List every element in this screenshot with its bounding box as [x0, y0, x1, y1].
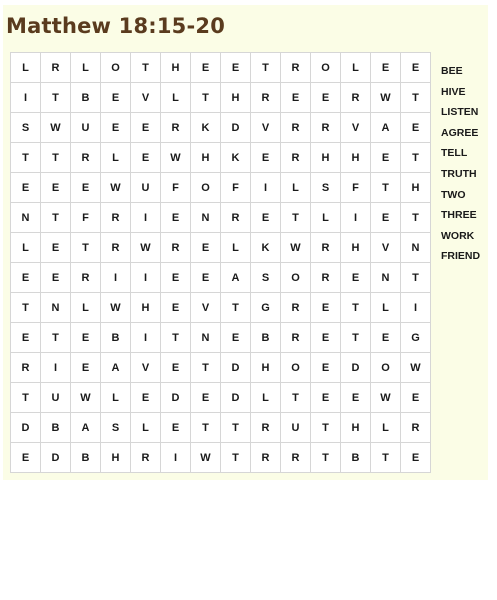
grid-cell[interactable]: E	[71, 353, 101, 383]
grid-cell[interactable]: N	[371, 263, 401, 293]
grid-cell[interactable]: A	[221, 263, 251, 293]
letter-grid	[10, 52, 431, 473]
grid-cell[interactable]: R	[71, 143, 101, 173]
word-list-item: AGREE	[441, 126, 479, 139]
grid-cell[interactable]: D	[221, 113, 251, 143]
word-list	[441, 61, 480, 267]
grid-cell[interactable]: F	[71, 203, 101, 233]
grid-cell[interactable]: F	[161, 173, 191, 203]
grid-cell[interactable]: A	[71, 413, 101, 443]
grid-cell[interactable]: N	[401, 233, 431, 263]
grid-cell[interactable]: B	[341, 443, 371, 473]
grid-cell[interactable]: G	[401, 323, 431, 353]
grid-cell[interactable]: H	[251, 353, 281, 383]
grid-cell[interactable]: D	[341, 353, 371, 383]
grid-cell[interactable]: T	[191, 413, 221, 443]
grid-cell[interactable]: V	[131, 83, 161, 113]
grid-cell[interactable]: L	[71, 53, 101, 83]
grid-cell[interactable]: E	[101, 113, 131, 143]
grid-cell[interactable]: I	[131, 263, 161, 293]
grid-cell[interactable]: T	[371, 443, 401, 473]
grid-row	[11, 203, 431, 233]
grid-cell[interactable]: B	[71, 83, 101, 113]
grid-cell[interactable]: E	[11, 173, 41, 203]
grid-cell[interactable]: F	[341, 173, 371, 203]
grid-cell[interactable]: E	[41, 233, 71, 263]
grid-cell[interactable]: R	[161, 233, 191, 263]
grid-cell[interactable]: R	[101, 203, 131, 233]
grid-cell[interactable]: B	[41, 413, 71, 443]
grid-cell[interactable]: W	[161, 143, 191, 173]
grid-cell[interactable]: H	[161, 53, 191, 83]
grid-cell[interactable]: E	[11, 323, 41, 353]
grid-row	[11, 173, 431, 203]
grid-cell[interactable]: U	[41, 383, 71, 413]
grid-cell[interactable]: T	[41, 83, 71, 113]
grid-cell[interactable]: K	[251, 233, 281, 263]
grid-cell[interactable]: D	[221, 353, 251, 383]
grid-cell[interactable]: E	[341, 383, 371, 413]
word-list-item: WORK	[441, 229, 475, 242]
grid-cell[interactable]: R	[71, 263, 101, 293]
grid-cell[interactable]: L	[131, 413, 161, 443]
grid-cell[interactable]: T	[41, 143, 71, 173]
grid-cell[interactable]: R	[311, 233, 341, 263]
grid-cell[interactable]: V	[251, 113, 281, 143]
grid-cell[interactable]: W	[371, 383, 401, 413]
grid-cell[interactable]: E	[131, 113, 161, 143]
grid-cell[interactable]: T	[311, 443, 341, 473]
grid-cell[interactable]: R	[281, 53, 311, 83]
grid-cell[interactable]: T	[161, 323, 191, 353]
grid-cell[interactable]: K	[191, 113, 221, 143]
grid-cell[interactable]: T	[221, 413, 251, 443]
grid-cell[interactable]: O	[371, 353, 401, 383]
grid-cell[interactable]: T	[11, 383, 41, 413]
grid-cell[interactable]: R	[251, 443, 281, 473]
grid-cell[interactable]: T	[401, 143, 431, 173]
grid-cell[interactable]: R	[281, 323, 311, 353]
grid-cell[interactable]: E	[371, 53, 401, 83]
grid-row	[11, 113, 431, 143]
grid-cell[interactable]: E	[401, 53, 431, 83]
grid-cell[interactable]: R	[41, 53, 71, 83]
grid-cell[interactable]: L	[371, 413, 401, 443]
grid-cell[interactable]: I	[101, 263, 131, 293]
grid-cell[interactable]: E	[131, 383, 161, 413]
grid-cell[interactable]: T	[401, 263, 431, 293]
grid-cell[interactable]: L	[101, 383, 131, 413]
grid-cell[interactable]: F	[221, 173, 251, 203]
grid-cell[interactable]: R	[281, 143, 311, 173]
grid-cell[interactable]: R	[311, 263, 341, 293]
grid-cell[interactable]: T	[221, 443, 251, 473]
grid-cell[interactable]: W	[71, 383, 101, 413]
grid-cell[interactable]: T	[221, 293, 251, 323]
grid-cell[interactable]: B	[251, 323, 281, 353]
grid-cell[interactable]: E	[101, 83, 131, 113]
grid-cell[interactable]: I	[341, 203, 371, 233]
grid-cell[interactable]: T	[41, 323, 71, 353]
grid-cell[interactable]: E	[71, 323, 101, 353]
word-list-item: TWO	[441, 188, 466, 201]
grid-row	[11, 323, 431, 353]
grid-cell[interactable]: L	[311, 203, 341, 233]
grid-cell[interactable]: O	[281, 263, 311, 293]
grid-cell[interactable]: V	[131, 353, 161, 383]
grid-cell[interactable]: R	[281, 113, 311, 143]
grid-cell[interactable]: T	[11, 143, 41, 173]
grid-cell[interactable]: L	[341, 53, 371, 83]
word-list-item: THREE	[441, 209, 477, 222]
grid-cell[interactable]: H	[401, 173, 431, 203]
grid-cell[interactable]: E	[161, 203, 191, 233]
grid-row	[11, 413, 431, 443]
grid-cell[interactable]: T	[341, 323, 371, 353]
grid-cell[interactable]: R	[221, 203, 251, 233]
grid-cell[interactable]: E	[41, 173, 71, 203]
grid-cell[interactable]: S	[11, 113, 41, 143]
grid-cell[interactable]: V	[341, 113, 371, 143]
grid-row	[11, 83, 431, 113]
grid-cell[interactable]: R	[281, 443, 311, 473]
grid-cell[interactable]: I	[251, 173, 281, 203]
grid-cell[interactable]: L	[101, 143, 131, 173]
grid-row	[11, 293, 431, 323]
word-list-item: TRUTH	[441, 167, 477, 180]
grid-cell[interactable]: O	[101, 53, 131, 83]
grid-cell[interactable]: K	[221, 143, 251, 173]
grid-cell[interactable]: L	[281, 173, 311, 203]
grid-cell[interactable]: I	[131, 203, 161, 233]
grid-cell[interactable]: H	[191, 143, 221, 173]
grid-cell[interactable]: T	[401, 203, 431, 233]
grid-cell[interactable]: R	[251, 83, 281, 113]
grid-cell[interactable]: H	[101, 443, 131, 473]
grid-cell[interactable]: O	[311, 53, 341, 83]
grid-row	[11, 353, 431, 383]
grid-cell[interactable]: E	[311, 83, 341, 113]
grid-cell[interactable]: R	[251, 413, 281, 443]
grid-cell[interactable]: E	[401, 443, 431, 473]
grid-row	[11, 263, 431, 293]
grid-cell[interactable]: A	[101, 353, 131, 383]
grid-cell[interactable]: H	[341, 233, 371, 263]
grid-cell[interactable]: T	[71, 233, 101, 263]
grid-cell[interactable]: I	[131, 323, 161, 353]
grid-cell[interactable]: U	[281, 413, 311, 443]
grid-cell[interactable]: E	[221, 323, 251, 353]
grid-cell[interactable]: W	[401, 353, 431, 383]
word-list-item: TELL	[441, 147, 468, 160]
grid-cell[interactable]: E	[191, 53, 221, 83]
grid-cell[interactable]: D	[41, 443, 71, 473]
grid-cell[interactable]: H	[341, 143, 371, 173]
grid-cell[interactable]: E	[311, 323, 341, 353]
grid-cell[interactable]: W	[41, 113, 71, 143]
grid-cell[interactable]: E	[281, 83, 311, 113]
grid-cell[interactable]: G	[251, 293, 281, 323]
grid-cell[interactable]: D	[11, 413, 41, 443]
grid-cell[interactable]: E	[191, 263, 221, 293]
grid-cell[interactable]: H	[221, 83, 251, 113]
grid-cell[interactable]: L	[371, 293, 401, 323]
grid-cell[interactable]: E	[251, 143, 281, 173]
grid-cell[interactable]: E	[311, 383, 341, 413]
grid-cell[interactable]: H	[131, 293, 161, 323]
grid-cell[interactable]: E	[401, 113, 431, 143]
grid-cell[interactable]: E	[11, 443, 41, 473]
grid-cell[interactable]: R	[281, 293, 311, 323]
grid-cell[interactable]: N	[41, 293, 71, 323]
grid-cell[interactable]: E	[371, 203, 401, 233]
grid-cell[interactable]: T	[401, 83, 431, 113]
grid-cell[interactable]: R	[401, 413, 431, 443]
grid-cell[interactable]: U	[131, 173, 161, 203]
grid-cell[interactable]: W	[101, 173, 131, 203]
grid-cell[interactable]: L	[221, 233, 251, 263]
grid-cell[interactable]: E	[161, 353, 191, 383]
grid-cell[interactable]: R	[101, 233, 131, 263]
grid-cell[interactable]: R	[161, 113, 191, 143]
grid-cell[interactable]: N	[191, 203, 221, 233]
grid-row	[11, 233, 431, 263]
grid-cell[interactable]: E	[371, 143, 401, 173]
grid-cell[interactable]: T	[191, 83, 221, 113]
word-list-item: FRIEND	[441, 250, 481, 263]
grid-cell[interactable]: T	[251, 53, 281, 83]
grid-cell[interactable]: E	[221, 53, 251, 83]
grid-cell[interactable]: T	[41, 203, 71, 233]
grid-cell[interactable]: E	[41, 263, 71, 293]
puzzle-title: Matthew 18:15-20	[6, 14, 226, 38]
grid-cell[interactable]: D	[161, 383, 191, 413]
grid-cell[interactable]: N	[191, 323, 221, 353]
grid-cell[interactable]: L	[11, 53, 41, 83]
grid-row	[11, 443, 431, 473]
grid-cell[interactable]: T	[371, 173, 401, 203]
grid-cell[interactable]: E	[161, 293, 191, 323]
grid-cell[interactable]: S	[251, 263, 281, 293]
grid-cell[interactable]: I	[41, 353, 71, 383]
grid-cell[interactable]: E	[311, 353, 341, 383]
grid-cell[interactable]: B	[101, 323, 131, 353]
grid-cell[interactable]: R	[311, 113, 341, 143]
grid-cell[interactable]: T	[131, 53, 161, 83]
grid-cell[interactable]: W	[131, 233, 161, 263]
grid-cell[interactable]: O	[191, 173, 221, 203]
grid-cell[interactable]: R	[131, 443, 161, 473]
grid-cell[interactable]: L	[251, 383, 281, 413]
grid-cell[interactable]: I	[401, 293, 431, 323]
grid-cell[interactable]: E	[311, 293, 341, 323]
grid-cell[interactable]: N	[11, 203, 41, 233]
grid-row	[11, 53, 431, 83]
grid-cell[interactable]: T	[11, 293, 41, 323]
grid-cell[interactable]: S	[101, 413, 131, 443]
grid-cell[interactable]: U	[71, 113, 101, 143]
grid-cell[interactable]: E	[251, 203, 281, 233]
grid-row	[11, 383, 431, 413]
grid-cell[interactable]: E	[341, 263, 371, 293]
grid-cell[interactable]: L	[11, 233, 41, 263]
grid-cell[interactable]: I	[11, 83, 41, 113]
grid-cell[interactable]: W	[101, 293, 131, 323]
grid-cell[interactable]: L	[71, 293, 101, 323]
grid-cell[interactable]: H	[311, 143, 341, 173]
grid-cell[interactable]: T	[281, 203, 311, 233]
grid-cell[interactable]: T	[311, 413, 341, 443]
grid-cell[interactable]: V	[371, 233, 401, 263]
grid-cell[interactable]: T	[281, 383, 311, 413]
grid-cell[interactable]: E	[161, 413, 191, 443]
grid-row	[11, 143, 431, 173]
word-list-item: HIVE	[441, 85, 466, 98]
grid-cell[interactable]: E	[131, 143, 161, 173]
grid-cell[interactable]: E	[11, 263, 41, 293]
grid-cell[interactable]: E	[401, 383, 431, 413]
grid-cell[interactable]: O	[281, 353, 311, 383]
grid-cell[interactable]: W	[191, 443, 221, 473]
grid-cell[interactable]: R	[11, 353, 41, 383]
grid-cell[interactable]: R	[341, 83, 371, 113]
grid-cell[interactable]: S	[311, 173, 341, 203]
grid-cell[interactable]: L	[161, 83, 191, 113]
grid-cell[interactable]: H	[341, 413, 371, 443]
word-list-item: LISTEN	[441, 106, 479, 119]
grid-cell[interactable]: E	[371, 323, 401, 353]
word-list-item: BEE	[441, 65, 463, 77]
grid-cell[interactable]: B	[71, 443, 101, 473]
grid-cell[interactable]: W	[281, 233, 311, 263]
grid-cell[interactable]: T	[191, 353, 221, 383]
grid-cell[interactable]: D	[221, 383, 251, 413]
grid-cell[interactable]: W	[371, 83, 401, 113]
grid-cell[interactable]: I	[161, 443, 191, 473]
grid-cell[interactable]: E	[161, 263, 191, 293]
grid-cell[interactable]: V	[191, 293, 221, 323]
grid-cell[interactable]: E	[191, 383, 221, 413]
grid-cell[interactable]: T	[341, 293, 371, 323]
grid-cell[interactable]: E	[191, 233, 221, 263]
grid-cell[interactable]: A	[371, 113, 401, 143]
grid-cell[interactable]: E	[71, 173, 101, 203]
